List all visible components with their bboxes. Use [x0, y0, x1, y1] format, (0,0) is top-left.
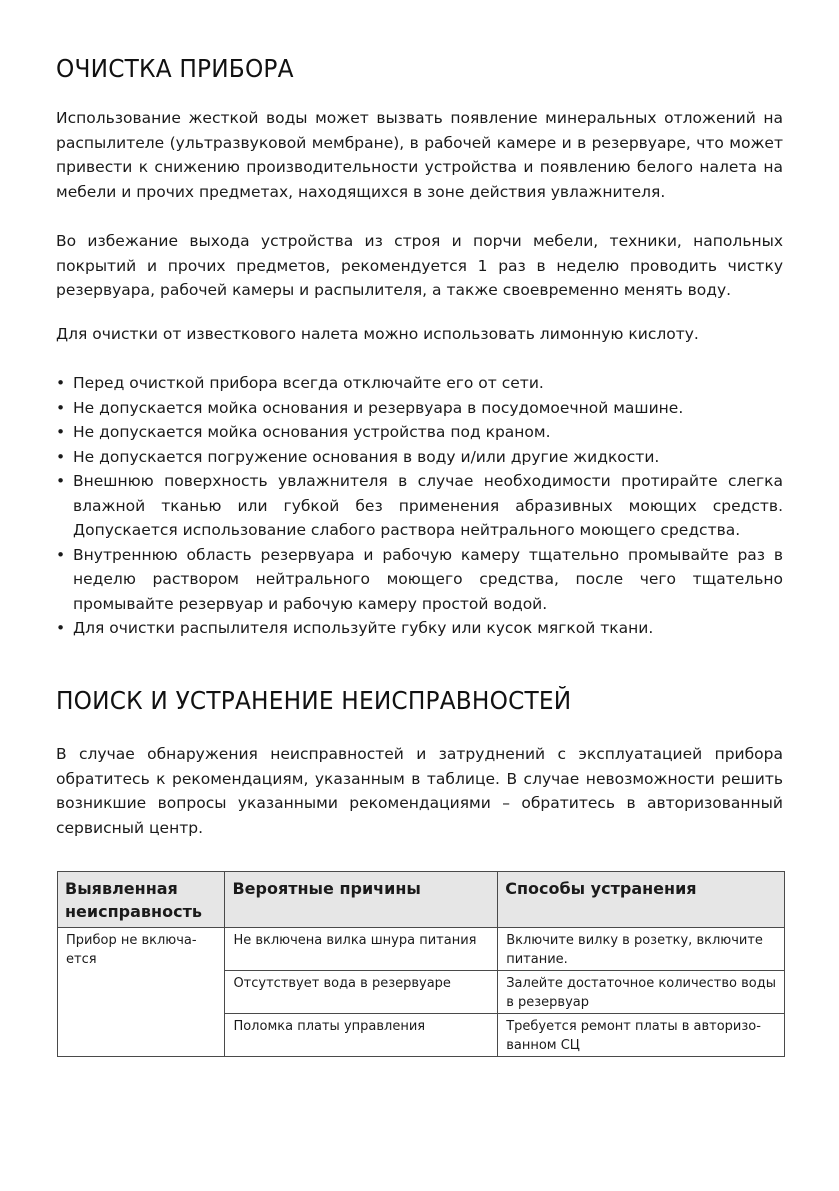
- cleaning-paragraph-weekly: Во избежание выхода устройства из строя и порчи мебели, техники, напольных покрытий и прочих предметов, рекомендуется 1 раз в неделю проводить чистку резервуара, рабочей камеры и распылителя, а также своевременно менять воду.: [56, 232, 783, 299]
- list-item: • Не допускается мойка основания и резервуара в посудомоечной машине.: [56, 396, 783, 421]
- solution-cell: Залейте достаточное количество воды в резервуар: [498, 971, 785, 1014]
- cause-cell: Поломка платы управления: [225, 1014, 498, 1057]
- list-item: • Не допускается мойка основания устройства под краном.: [56, 420, 783, 445]
- cleaning-paragraph-citric-acid: Для очистки от известкового налета можно использовать лимонную кислоту.: [56, 325, 699, 343]
- cause-cell: Не включена вилка шнура питания: [225, 928, 498, 971]
- header-problem: Выявленная неисправность: [58, 872, 225, 928]
- list-item: • Не допускается погружение основания в воду и/или другие жидкости.: [56, 445, 783, 470]
- list-item: • Перед очисткой прибора всегда отключайте его от сети.: [56, 371, 783, 396]
- troubleshooting-section-title: ПОИСК И УСТРАНЕНИЕ НЕИСПРАВНОСТЕЙ: [56, 686, 572, 715]
- list-item: • Внешнюю поверхность увлажнителя в случае необходимости протирайте слегка влажной тканью или губкой без применения абразивных моющих средств. Допускается использование слабого раствора нейтрального моющего средства.: [56, 469, 783, 543]
- list-item: • Внутреннюю область резервуара и рабочую камеру тщательно промывайте раз в неделю раствором нейтрального моющего средства, после чего тщательно промывайте резервуар и рабочую камеру простой водой.: [56, 543, 783, 617]
- table-header-row: [58, 872, 785, 928]
- troubleshooting-intro: В случае обнаружения неисправностей и затруднений с эксплуатацией прибора обратитесь к рекомендациям, указанным в таблице. В случае невозможности решить возникшие вопросы указанными рекомендациями – обратитесь в авторизованный сервисный центр.: [56, 745, 783, 837]
- cleaning-section-title: ОЧИСТКА ПРИБОРА: [56, 54, 294, 83]
- header-solution: Способы устранения: [498, 872, 785, 928]
- table-row: [58, 928, 785, 971]
- header-cause: Вероятные причины: [225, 872, 498, 928]
- cleaning-paragraph-hard-water: Использование жесткой воды может вызвать появление минеральных отложений на распылителе (ультразвуковой мембране), в рабочей камере и в резервуаре, что может привести к снижению производительности устройства и появлению белого налета на мебели и прочих предметах, находящихся в зоне действия увлажнителя.: [56, 109, 783, 201]
- troubleshooting-table: [57, 871, 785, 1057]
- list-item: • Для очистки распылителя используйте губку или кусок мягкой ткани.: [56, 616, 783, 641]
- problem-cell: Прибор не включа-ется: [58, 928, 225, 1057]
- solution-cell: Требуется ремонт платы в авторизо-ванном СЦ: [498, 1014, 785, 1057]
- cause-cell: Отсутствует вода в резервуаре: [225, 971, 498, 1014]
- solution-cell: Включите вилку в розетку, включите питание.: [498, 928, 785, 971]
- cleaning-bullet-list: [56, 371, 783, 641]
